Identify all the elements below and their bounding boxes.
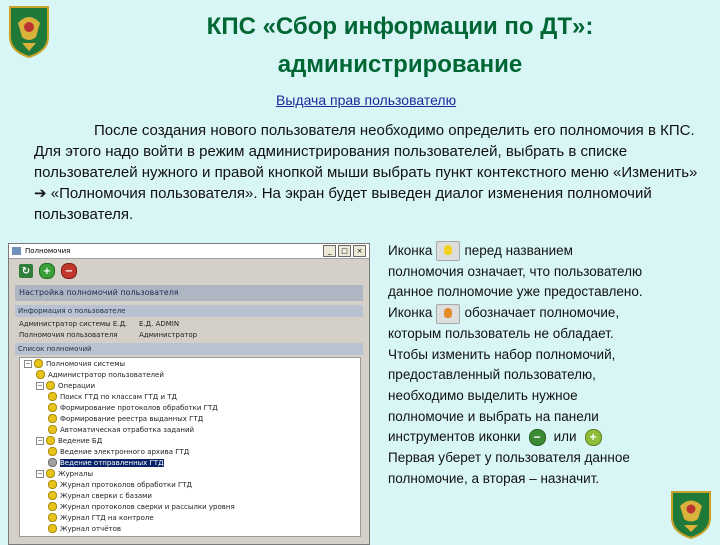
maximize-icon[interactable]: □ bbox=[338, 245, 351, 257]
permissions-dialog-screenshot bbox=[8, 243, 370, 545]
tree-row[interactable] bbox=[20, 402, 360, 413]
tree-label: Журнал отчётов bbox=[60, 524, 121, 533]
granted-bulb-icon bbox=[48, 425, 57, 434]
title-line-1: КПС «Сбор информации по ДТ»: bbox=[206, 13, 594, 40]
tree-label: Ведение БД bbox=[58, 436, 103, 445]
tree-row[interactable] bbox=[20, 468, 360, 479]
tree-label: Журналы bbox=[58, 469, 93, 478]
dialog-window-title: Полномочия bbox=[25, 247, 71, 255]
tree-label: Формирование реестра выданных ГТД bbox=[60, 414, 204, 423]
info-value: Администратор bbox=[139, 331, 198, 339]
expand-toggle-icon[interactable]: − bbox=[25, 359, 31, 367]
tree-label: Администратор пользователей bbox=[48, 370, 164, 379]
tree-row[interactable] bbox=[20, 512, 360, 523]
granted-bulb-icon bbox=[46, 436, 55, 445]
minimize-icon[interactable]: _ bbox=[323, 245, 336, 257]
granted-bulb-icon bbox=[48, 502, 57, 511]
user-info-rows bbox=[9, 320, 369, 339]
tree-label: Журнал ГТД на контроле bbox=[60, 513, 154, 522]
customs-emblem-icon bbox=[6, 3, 52, 59]
refresh-icon[interactable]: ↻ bbox=[19, 264, 33, 278]
legend-line-9: полномочие и выбрать на панели bbox=[388, 408, 599, 424]
legend-line-4a: Иконка bbox=[388, 305, 433, 321]
legend-line-1a: Иконка bbox=[388, 243, 433, 258]
tree-row[interactable] bbox=[20, 413, 360, 424]
legend-line-2: полномочия означает, что пользователю bbox=[388, 263, 643, 279]
window-controls bbox=[323, 245, 366, 257]
tree-row[interactable] bbox=[20, 380, 360, 391]
legend-line-10a: инструментов иконки bbox=[388, 429, 521, 445]
legend-line-1b: перед названием bbox=[464, 243, 573, 258]
tree-label: Поиск ГТД по классам ГТД и ТД bbox=[60, 392, 177, 401]
revoke-permission-icon[interactable]: − bbox=[61, 263, 77, 279]
tree-row[interactable] bbox=[20, 457, 360, 468]
title-line-2: администрирование bbox=[277, 51, 523, 78]
granted-bulb-icon bbox=[34, 359, 43, 368]
user-info-row bbox=[19, 320, 359, 328]
tree-row[interactable] bbox=[20, 358, 360, 369]
legend-line-5: которым пользователь не обладает. bbox=[388, 325, 614, 341]
tree-row[interactable] bbox=[20, 479, 360, 490]
dialog-header: Настройка полномочий пользователя bbox=[15, 285, 363, 301]
tree-label: Журнал протоколов обработки ГТД bbox=[60, 480, 192, 489]
tree-row[interactable] bbox=[20, 369, 360, 380]
granted-bulb-icon bbox=[48, 491, 57, 500]
dialog-toolbar bbox=[9, 259, 369, 283]
legend-line-8: необходимо выделить нужное bbox=[388, 387, 578, 403]
granted-bulb-icon bbox=[48, 513, 57, 522]
legend-text bbox=[388, 241, 708, 489]
legend-line-7: предоставленный пользователю, bbox=[388, 367, 596, 383]
tree-label: Журнал сверки с базами bbox=[60, 491, 152, 500]
not-granted-bulb-icon bbox=[48, 458, 57, 467]
legend-line-12: полномочие, а вторая – назначит. bbox=[388, 470, 600, 486]
grant-permission-icon[interactable]: + bbox=[39, 263, 55, 279]
legend-line-3: данное полномочие уже предоставлено. bbox=[388, 284, 643, 300]
intro-text: После создания нового пользователя необходимо определить его полномочия в КПС. Для этого надо войти в режим администрирования пользователей, выбрать в списке пользователей нужного и правой кнопкой мыши выбрать пункт контекстного меню «Изменить» ➔ «Полномочия пользователя». На экран будет выведен диалог изменения полномочий пользователя. bbox=[34, 122, 698, 223]
not-granted-bulb-icon bbox=[436, 304, 460, 324]
expand-toggle-icon[interactable]: − bbox=[37, 469, 43, 477]
tree-label: Ведение отправленных ГТД bbox=[60, 458, 164, 467]
tree-row[interactable] bbox=[20, 424, 360, 435]
grant-button-icon: + bbox=[585, 429, 602, 446]
customs-emblem-icon bbox=[668, 488, 714, 540]
tree-row[interactable] bbox=[20, 391, 360, 402]
permission-list-section: Список полномочий bbox=[15, 343, 363, 355]
tree-label: Автоматическая отработка заданий bbox=[60, 425, 195, 434]
info-value: Е.Д. ADMIN bbox=[139, 320, 180, 328]
section-subtitle: Выдача прав пользователю bbox=[276, 92, 457, 108]
revoke-button-icon: − bbox=[529, 429, 546, 446]
legend-line-11: Первая уберет у пользователя данное bbox=[388, 450, 630, 466]
expand-toggle-icon[interactable]: − bbox=[37, 381, 43, 389]
tree-row[interactable] bbox=[20, 490, 360, 501]
legend-line-4b: обозначает полномочие, bbox=[464, 305, 620, 321]
dialog-titlebar bbox=[9, 244, 369, 259]
user-info-row bbox=[19, 331, 359, 339]
user-info-section: Информация о пользователе bbox=[15, 305, 363, 317]
granted-bulb-icon bbox=[48, 392, 57, 401]
granted-bulb-icon bbox=[36, 370, 45, 379]
tree-row[interactable] bbox=[20, 523, 360, 534]
granted-bulb-icon bbox=[46, 469, 55, 478]
granted-bulb-icon bbox=[48, 403, 57, 412]
tree-row[interactable] bbox=[20, 446, 360, 457]
permission-tree bbox=[19, 357, 361, 537]
legend-line-6: Чтобы изменить набор полномочий, bbox=[388, 346, 616, 362]
close-icon[interactable]: × bbox=[353, 245, 366, 257]
tree-label: Полномочия системы bbox=[46, 359, 126, 368]
granted-bulb-icon bbox=[48, 480, 57, 489]
info-key: Администратор системы Е.Д. bbox=[19, 320, 128, 328]
tree-label: Операции bbox=[58, 381, 95, 390]
granted-bulb-icon bbox=[48, 447, 57, 456]
granted-bulb-icon bbox=[436, 241, 460, 261]
tree-row[interactable] bbox=[20, 501, 360, 512]
tree-row[interactable] bbox=[20, 435, 360, 446]
window-icon bbox=[12, 247, 21, 255]
granted-bulb-icon bbox=[48, 414, 57, 423]
info-key: Полномочия пользователя bbox=[19, 331, 118, 339]
tree-label: Ведение электронного архива ГТД bbox=[60, 447, 190, 456]
intro-paragraph bbox=[34, 120, 704, 225]
legend-line-10b: или bbox=[553, 429, 577, 445]
granted-bulb-icon bbox=[48, 524, 57, 533]
tree-label: Журнал протоколов сверки и рассылки уровня bbox=[60, 502, 235, 511]
tree-label: Формирование протоколов обработки ГТД bbox=[60, 403, 218, 412]
granted-bulb-icon bbox=[46, 381, 55, 390]
page-title bbox=[120, 8, 680, 84]
expand-toggle-icon[interactable]: − bbox=[37, 436, 43, 444]
